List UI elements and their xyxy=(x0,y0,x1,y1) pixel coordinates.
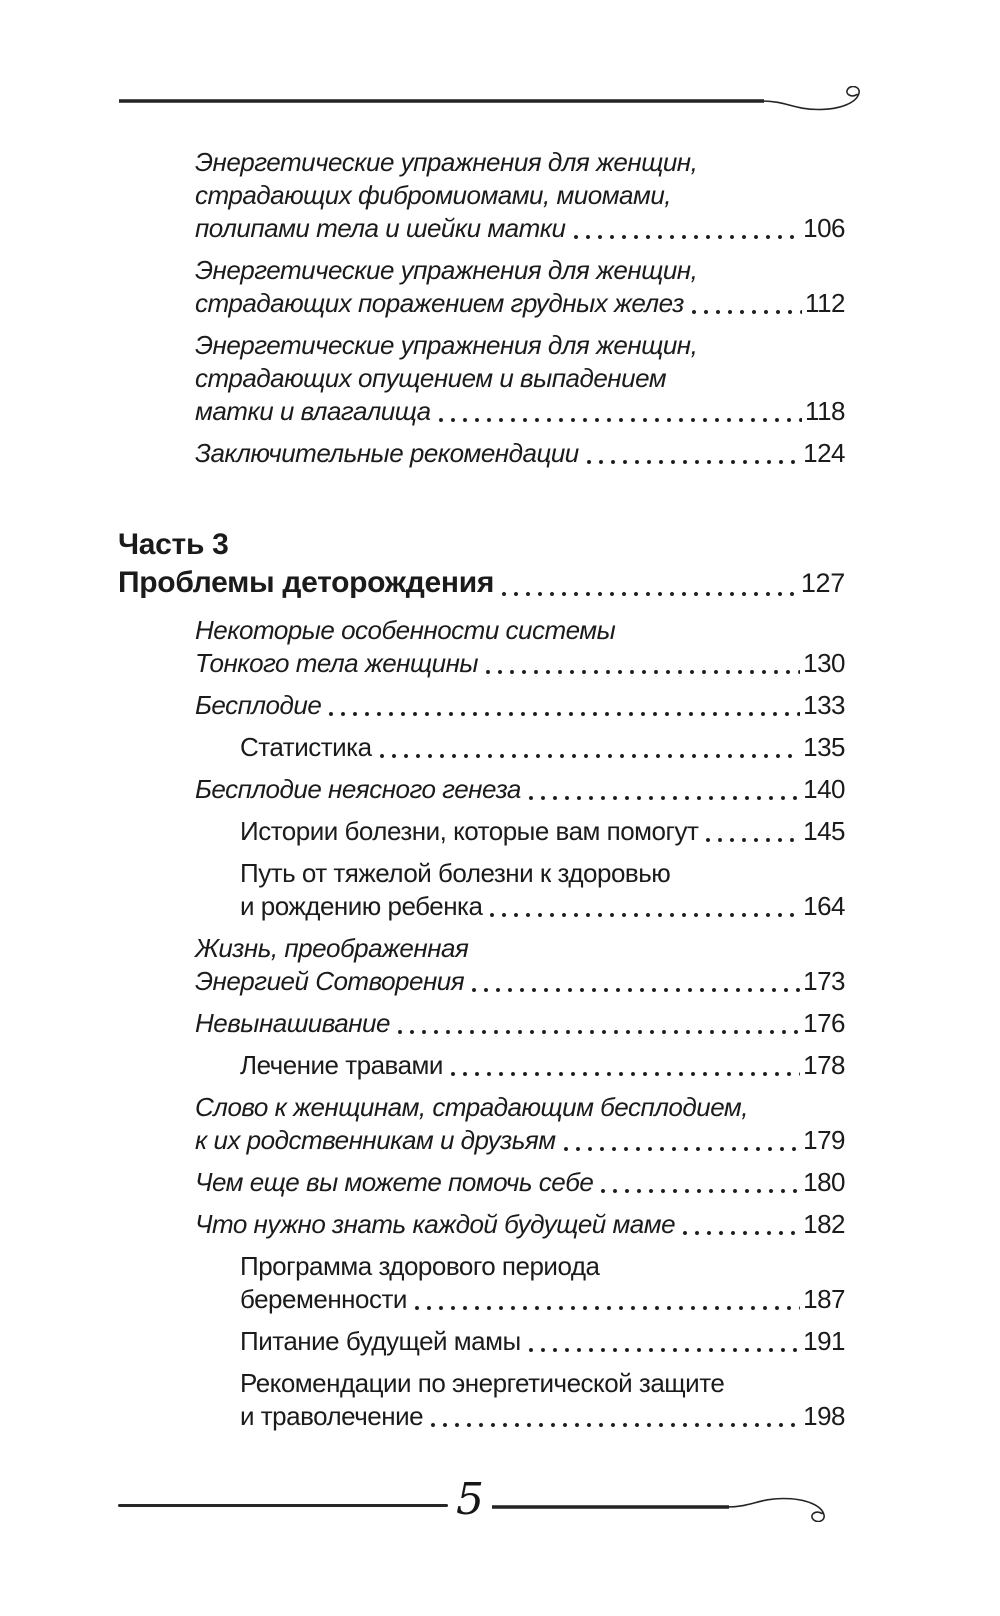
table-of-contents xyxy=(118,146,845,1442)
toc-entry-line xyxy=(118,254,845,287)
toc-entry-line xyxy=(118,1367,845,1400)
toc-entry-title: к их родственникам и друзьям xyxy=(195,1125,556,1155)
toc-entry-page-number: 182 xyxy=(803,1209,845,1239)
toc-entry-title: Проблемы деторождения xyxy=(118,566,495,599)
toc-entry xyxy=(118,1049,845,1082)
toc-entry-title: полипами тела и шейки матки xyxy=(195,213,566,243)
toc-entry-line xyxy=(118,212,845,245)
toc-entry-title: Энергетические упражнения для женщин, xyxy=(195,255,698,285)
toc-entry-line xyxy=(118,1124,845,1157)
toc-entry-title: Невынашивание xyxy=(195,1008,390,1038)
toc-entry-title: Рекомендации по энергетической защите xyxy=(240,1368,725,1398)
toc-entry-page-number: 145 xyxy=(803,816,845,846)
toc-entry-line xyxy=(118,1283,845,1316)
toc-entry-page-number: 112 xyxy=(805,288,845,318)
toc-entry xyxy=(118,254,845,320)
toc-entry-title: Жизнь, преображенная xyxy=(195,933,469,963)
toc-entry-title: Лечение травами xyxy=(240,1050,443,1080)
toc-entry-line xyxy=(118,437,845,470)
toc-entry-line xyxy=(118,146,845,179)
toc-entry-line xyxy=(118,179,845,212)
dot-leader xyxy=(528,1347,800,1353)
toc-entry-title: Некоторые особенности системы xyxy=(195,615,616,645)
toc-entry xyxy=(118,689,845,722)
toc-entry xyxy=(118,1208,845,1241)
toc-entry xyxy=(118,437,845,470)
dot-leader xyxy=(414,1305,800,1311)
toc-entry xyxy=(118,1367,845,1433)
toc-entry-title: Энергетические упражнения для женщин, xyxy=(195,147,698,177)
toc-entry xyxy=(118,146,845,245)
toc-entry-page-number: 176 xyxy=(803,1008,845,1038)
page-footer xyxy=(118,1474,855,1536)
toc-entry-page-number: 130 xyxy=(803,648,845,678)
dot-leader xyxy=(450,1071,800,1077)
toc-entry-title: и рождению ребенка xyxy=(240,891,483,921)
toc-entry xyxy=(118,614,845,680)
toc-entry-title: Бесплодие xyxy=(195,690,322,720)
toc-entry-title: страдающих фибромиомами, миомами, xyxy=(195,180,672,210)
toc-entry-line xyxy=(118,1325,845,1358)
toc-entry-title: Тонкого тела женщины xyxy=(195,648,479,678)
footer-rule-left xyxy=(118,1504,448,1507)
toc-entry-title: Энергией Сотворения xyxy=(195,966,465,996)
toc-entry-page-number: 140 xyxy=(803,774,845,804)
toc-entry-title: Программа здорового периода xyxy=(240,1251,600,1281)
toc-entry-page-number: 179 xyxy=(803,1125,845,1155)
toc-entry xyxy=(118,1091,845,1157)
dot-leader xyxy=(586,459,800,465)
toc-entry-page-number: 133 xyxy=(803,690,845,720)
toc-entry-title: Бесплодие неясного генеза xyxy=(195,774,521,804)
toc-entry xyxy=(118,932,845,998)
toc-entry-line xyxy=(118,857,845,890)
dot-leader xyxy=(397,1029,800,1035)
toc-entry-line xyxy=(118,890,845,923)
top-rule-flourish-icon xyxy=(118,86,890,118)
dot-leader xyxy=(379,753,801,759)
dot-leader xyxy=(501,591,798,597)
toc-entry xyxy=(118,1325,845,1358)
toc-entry-title: Заключительные рекомендации xyxy=(195,438,579,468)
toc-entry xyxy=(118,773,845,806)
toc-part-heading xyxy=(118,526,845,602)
toc-entry-line xyxy=(118,614,845,647)
toc-entry-line xyxy=(118,815,845,848)
toc-entry-page-number: 127 xyxy=(800,568,845,598)
toc-entry-page-number: 135 xyxy=(803,732,845,762)
toc-entry-title: Что нужно знать каждой будущей маме xyxy=(195,1209,676,1239)
toc-entry-line xyxy=(118,1091,845,1124)
toc-entry xyxy=(118,1250,845,1316)
toc-entry-page-number: 178 xyxy=(803,1050,845,1080)
toc-entry-page-number: 173 xyxy=(803,966,845,996)
toc-entry-line xyxy=(118,731,845,764)
toc-entry-title: Энергетические упражнения для женщин, xyxy=(195,330,698,360)
page-number: 5 xyxy=(456,1474,484,1525)
dot-leader xyxy=(489,912,800,918)
toc-entry-line xyxy=(118,1007,845,1040)
toc-entry-line xyxy=(118,932,845,965)
toc-entry-line xyxy=(118,1400,845,1433)
toc-entry xyxy=(118,815,845,848)
toc-entry-title: Часть 3 xyxy=(118,528,229,561)
toc-entry-line xyxy=(118,1166,845,1199)
toc-entry-page-number: 118 xyxy=(805,396,845,426)
toc-entry-line xyxy=(118,1049,845,1082)
toc-entry-line xyxy=(118,526,845,564)
toc-entry-line xyxy=(118,1208,845,1241)
toc-entry-line xyxy=(118,689,845,722)
toc-entry-title: Слово к женщинам, страдающим бесплодием, xyxy=(195,1092,748,1122)
toc-entry-title: страдающих поражением грудных желез xyxy=(195,288,684,318)
dot-leader xyxy=(430,1422,800,1428)
toc-entry-line xyxy=(118,773,845,806)
toc-entry-line xyxy=(118,647,845,680)
toc-entry-page-number: 180 xyxy=(803,1167,845,1197)
dot-leader xyxy=(328,711,800,717)
dot-leader xyxy=(563,1146,801,1152)
toc-entry-page-number: 191 xyxy=(803,1326,845,1356)
dot-leader xyxy=(705,837,800,843)
dot-leader xyxy=(528,795,800,801)
toc-entry-title: и траволечение xyxy=(240,1401,424,1431)
toc-entry-title: матки и влагалища xyxy=(195,396,431,426)
toc-entry xyxy=(118,329,845,428)
toc-entry-page-number: 106 xyxy=(803,213,845,243)
toc-entry-page-number: 124 xyxy=(803,438,845,468)
toc-entry xyxy=(118,1007,845,1040)
dot-leader xyxy=(691,309,802,315)
footer-rule-flourish-icon xyxy=(492,1490,855,1522)
toc-entry-page-number: 187 xyxy=(803,1284,845,1314)
dot-leader xyxy=(485,669,800,675)
toc-entry-title: беременности xyxy=(240,1284,407,1314)
toc-entry-title: Истории болезни, которые вам помогут xyxy=(240,816,699,846)
toc-entry-title: Чем еще вы можете помочь себе xyxy=(195,1167,594,1197)
toc-entry-title: страдающих опущением и выпадением xyxy=(195,363,667,393)
toc-entry xyxy=(118,1166,845,1199)
toc-entry xyxy=(118,857,845,923)
dot-leader xyxy=(682,1230,800,1236)
toc-entry xyxy=(118,731,845,764)
toc-entry-line xyxy=(118,395,845,428)
toc-entry-title: Путь от тяжелой болезни к здоровью xyxy=(240,858,671,888)
toc-entry-title: Питание будущей мамы xyxy=(240,1326,521,1356)
toc-entry-line xyxy=(118,287,845,320)
dot-leader xyxy=(600,1188,800,1194)
toc-entry-line xyxy=(118,564,845,602)
dot-leader xyxy=(471,987,800,993)
toc-entry-line xyxy=(118,1250,845,1283)
toc-entry-title: Статистика xyxy=(240,732,372,762)
dot-leader xyxy=(438,417,802,423)
toc-entry-page-number: 164 xyxy=(803,891,845,921)
toc-entry-line xyxy=(118,965,845,998)
toc-entry-line xyxy=(118,329,845,362)
dot-leader xyxy=(573,234,801,240)
toc-entry-line xyxy=(118,362,845,395)
toc-entry-page-number: 198 xyxy=(803,1401,845,1431)
